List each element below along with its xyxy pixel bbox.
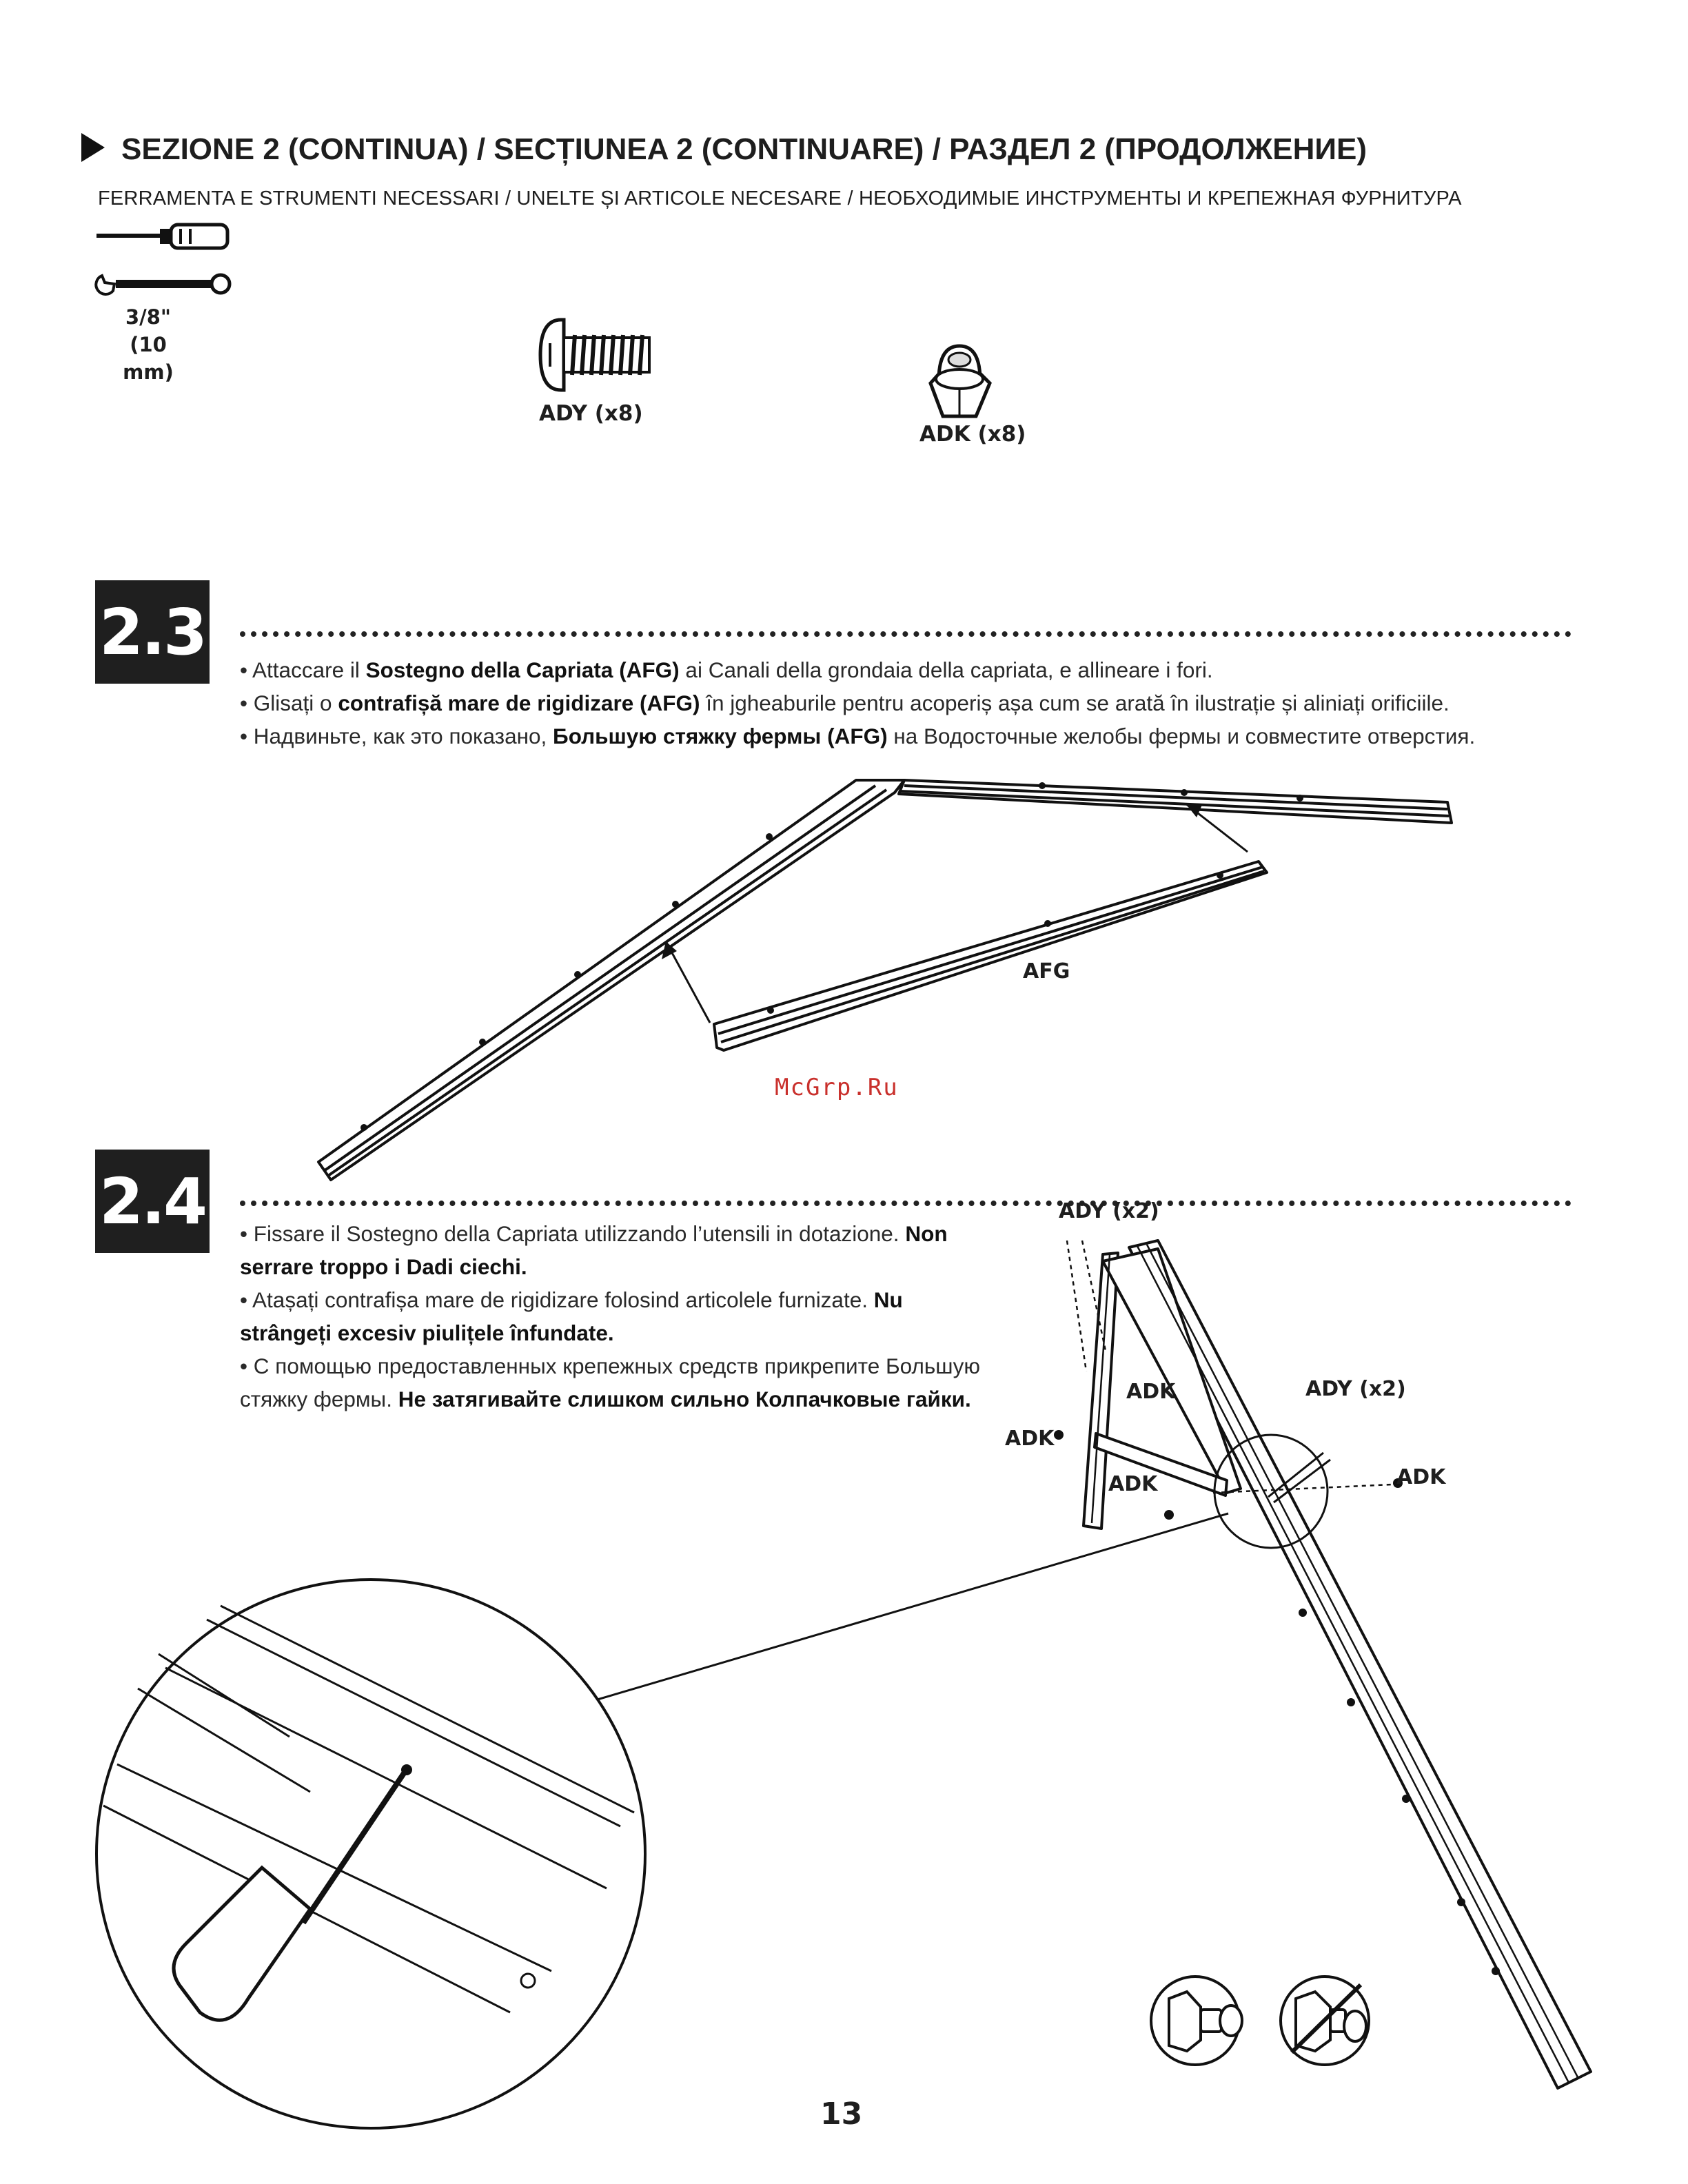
title-romanian: SECȚIUNEA 2 (CONTINUARE) <box>494 132 924 166</box>
title-russian: РАЗДЕЛ 2 (ПРОДОЛЖЕНИЕ) <box>949 132 1367 166</box>
subtitle-russian: НЕОБХОДИМЫЕ ИНСТРУМЕНТЫ И КРЕПЕЖНАЯ ФУРНИТУРА <box>859 187 1462 210</box>
part-label-adk: ADK (x8) <box>919 422 1026 447</box>
page-number: 13 <box>820 2096 863 2132</box>
wrench-size-mm: (10 mm) <box>123 333 174 384</box>
instruction-romanian: • Glisați o contrafișă mare de rigidizare (AFG) în jgheaburile pentru acoperiș așa cum se arată în ilustrație și aliniați orificiile. <box>240 691 1450 715</box>
step-badge-2-3: 2.3 <box>95 580 210 684</box>
wrench-size-inches: 3/8" <box>125 305 172 329</box>
part-label-afg: AFG <box>1023 959 1070 983</box>
callout-adk-left: ADK <box>1005 1427 1055 1451</box>
part-label-ady: ADY (x8) <box>539 401 643 426</box>
callout-adk-right: ADK <box>1396 1465 1446 1489</box>
instruction-russian: • С помощью предоставленных крепежных средств прикрепите Большую стяжку фермы. Не затягивайте слишком сильно Колпачковые гайки. <box>240 1354 980 1411</box>
step-badge-2-4: 2.4 <box>95 1150 210 1253</box>
subtitle-separator: / <box>505 187 511 210</box>
watermark: McGrp.Ru <box>775 1074 899 1101</box>
instruction-italian: • Fissare il Sostegno della Capriata utilizzando l’utensili in dotazione. Non serrare troppo i Dadi ciechi. <box>240 1221 948 1279</box>
callout-ady-right: ADY (x2) <box>1305 1377 1406 1401</box>
instruction-romanian: • Atașați contrafișa mare de rigidizare folosind articolele furnizate. Nu strângeți excesiv piulițele înfundate. <box>240 1287 903 1345</box>
subtitle-romanian: UNELTE ȘI ARTICOLE NECESARE <box>516 187 842 210</box>
instruction-italian: • Attaccare il Sostegno della Capriata (AFG) ai Canali della grondaia della capriata, e allineare i fori. <box>240 657 1213 682</box>
title-separator: / <box>476 132 486 166</box>
instruction-russian: • Надвиньте, как это показано, Большую стяжку фермы (AFG) на Водосточные желобы фермы и совместите отверстия. <box>240 724 1476 748</box>
subtitle-separator: / <box>847 187 853 210</box>
subtitle-italian: FERRAMENTA E STRUMENTI NECESSARI <box>98 187 500 210</box>
callout-ady-top: ADY (x2) <box>1059 1199 1159 1223</box>
title-italian: SEZIONE 2 (CONTINUA) <box>121 132 469 166</box>
title-separator: / <box>932 132 941 166</box>
callout-adk-lower: ADK <box>1108 1472 1158 1496</box>
callout-adk-inner: ADK <box>1126 1380 1176 1404</box>
